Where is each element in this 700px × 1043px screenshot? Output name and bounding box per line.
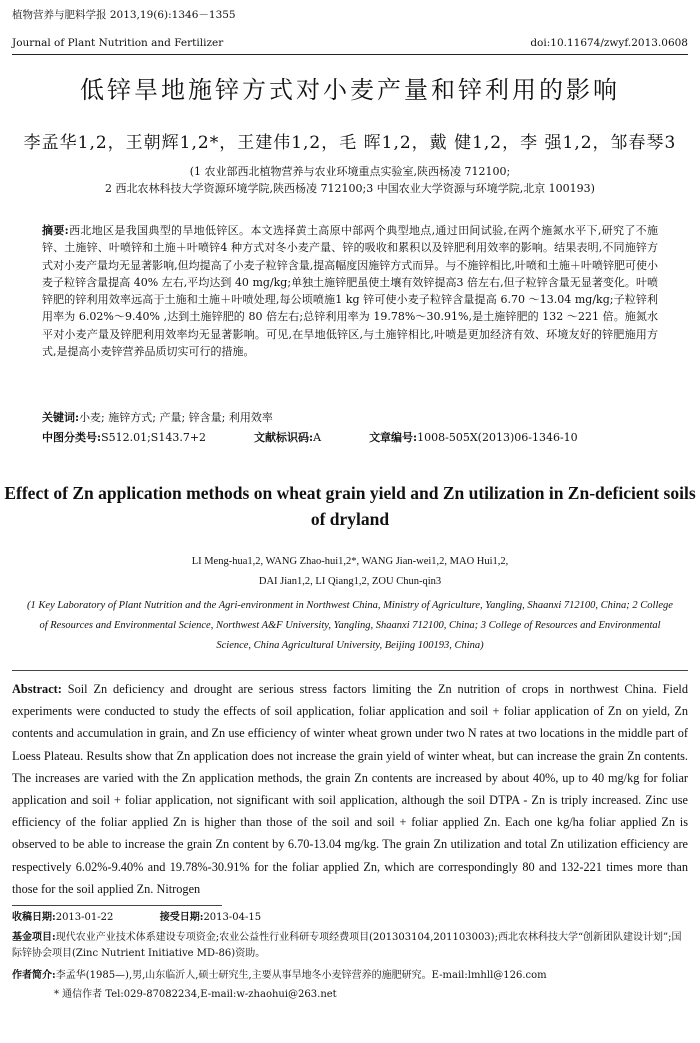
author-bio-footnote	[12, 968, 688, 984]
cn-abstract	[42, 222, 658, 360]
cn-affiliation-1: (1 农业部西北植物营养与农业环境重点实验室,陕西杨凌 712100;	[189, 165, 511, 178]
journal-header-row	[12, 36, 688, 50]
author-bio-label: 作者简介:	[12, 970, 56, 981]
cn-abstract-text: 西北地区是我国典型的旱地低锌区。本文选择黄土高原中部两个典型地点,通过田间试验,在两个施氮水平下,研究了不施锌、土施锌、叶喷锌和土施＋叶喷锌4 种方式对冬小麦产量、锌的吸收和累积以及锌肥利用效率的影响。结果表明,不同施锌方式对小麦产量均无显著影响,但均提高了小麦子粒锌含量,提高幅度因施锌方式而异。与不施锌相比,叶喷和土施＋叶喷锌肥可使小麦子粒锌含量提高 40% 左右,平均达到 40 mg/kg;单独土施锌肥虽使土壤有效锌提高3 倍左右,但子粒锌含量无显著变化。叶喷锌肥的锌利用效率远高于土施和土施＋叶喷处理,每公顷喷施1 kg 锌可使小麦子粒锌含量提高 6.70 ～13.04 mg/kg;子粒锌利用率为 6.02%～9.40% ,达到土施锌肥的 80 倍左右;总锌利用率为 19.78%～30.91%,是土施锌肥的 132 ～221 倍。施氮水平对小麦产量及锌肥利用效率均无显著影响。可见,在旱地低锌区,与土施锌相比,叶喷是更加经济有效、环境友好的锌肥施用方式,是提高小麦锌营养品质切实可行的措施。	[42, 224, 658, 359]
en-section-rule	[12, 670, 688, 671]
corresponding-footnote: * 通信作者 Tel:029-87082234,E-mail:w-zhaohui@263.net	[54, 989, 337, 1000]
en-affiliations: (1 Key Laboratory of Plant Nutrition and the Agri-environment in Northwest China, Ministry of Agriculture, Yangling, Shaanxi 712100, China; 2 College of Resources and Environmental Science, Northwest A&F University, Yangling, Shaanxi 712100, China; 3 College of Resources and Environmental Science, China Agricultural University, Beijing 100193, China)	[27, 600, 673, 651]
doc-code-value: A	[313, 431, 322, 444]
cn-keywords-label: 关键词:	[42, 411, 80, 424]
article-no-value: 1008-505X(2013)06-1346-10	[417, 431, 578, 444]
footnote-rule	[12, 905, 222, 906]
clc-value: S512.01;S143.7+2	[101, 431, 207, 444]
doc-code-label: 文献标识码:	[254, 431, 314, 444]
en-title: Effect of Zn application methods on wheat grain yield and Zn utilization in Zn-deficient soils of dryland	[4, 483, 696, 529]
clc-label: 中图分类号:	[42, 431, 102, 444]
clc-item	[42, 430, 206, 446]
header-rule	[12, 54, 688, 55]
en-abstract	[12, 678, 688, 900]
journal-name-en: Journal of Plant Nutrition and Fertilizer	[12, 37, 224, 49]
en-abstract-text: Soil Zn deficiency and drought are serious stress factors limiting the Zn nutrition of crops in northwest China. Field experiments were conducted to study the effects of soil application, foliar application and soil + foliar application of Zn on yield, Zn contents and accumulation in grain, and Zn use efficiency of winter wheat grown under two N rates at two locations in the middle part of Loess Plateau. Results show that Zn application does not increase the grain yield of winter wheat, but can increase the grain Zn contents. The increases are varied with the Zn application methods, the grain Zn contents are increased by about 40%, up to 40 mg/kg for foliar application and soil + foliar application, not significant with soil application, although the soil DTPA - Zn is triply increased. Zinc use efficiency of the foliar applied Zn is higher than those of the soil and soil + foliar applied Zn. Each one kg/ha foliar applied Zn is observed to be able to increase the grain Zn content by 6.70-13.04 mg/kg. The grain Zn utilization and total Zn utilization efficiency are respectively 6.02%-9.40% and 19.78%-30.91% for the foliar applied Zn, which are correspondingly 80 and 132-221 times more than those for the soil applied Zn. Nitrogen	[12, 682, 688, 896]
cn-affiliation-2: 2 西北农林科技大学资源环境学院,陕西杨凌 712100;3 中国农业大学资源与环境学院,北京 100193)	[105, 182, 595, 195]
en-authors-line2: DAI Jian1,2, LI Qiang1,2, ZOU Chun-qin3	[258, 576, 442, 587]
cn-keywords	[42, 410, 658, 426]
doc-code-item	[254, 430, 321, 446]
received-date: 2013-01-22	[55, 912, 114, 923]
journal-header-cn: 植物营养与肥料学报 2013,19(6):1346－1355	[12, 9, 236, 21]
cn-authors: 李孟华1,2，王朝辉1,2*，王建伟1,2，毛 晖1,2，戴 健1,2，李 强1,2，邹春琴3	[23, 133, 677, 153]
accepted-label: 接受日期:	[159, 912, 204, 923]
dates-footnote	[12, 910, 688, 926]
funding-text: 现代农业产业技术体系建设专项资金;农业公益性行业科研专项经费项目(201303104,201103003);西北农林科技大学“创新团队建设计划”;国际锌协会项目(Zinc Nutrient Initiative MD-86)资助。	[12, 932, 682, 959]
cn-classification	[42, 430, 658, 446]
accepted-date: 2013-04-15	[203, 912, 262, 923]
article-no-label: 文章编号:	[369, 431, 418, 444]
funding-label: 基金项目:	[12, 932, 56, 943]
cn-abstract-label: 摘要:	[42, 224, 69, 237]
funding-footnote	[12, 930, 688, 962]
received-label: 收稿日期:	[12, 912, 56, 923]
cn-title: 低锌旱地施锌方式对小麦产量和锌利用的影响	[80, 76, 620, 104]
article-no-item	[369, 430, 578, 446]
en-abstract-label: Abstract:	[12, 682, 62, 696]
en-authors-line1: LI Meng-hua1,2, WANG Zhao-hui1,2*, WANG Jian-wei1,2, MAO Hui1,2,	[191, 556, 509, 567]
author-bio-text: 李孟华(1985—),男,山东临沂人,硕士研究生,主要从事旱地冬小麦锌营养的施肥研究。E-mail:lmhll@126.com	[55, 970, 547, 981]
cn-keywords-text: 小麦; 施锌方式; 产量; 锌含量; 利用效率	[79, 411, 273, 424]
doi[interactable]: doi:10.11674/zwyf.2013.0608	[530, 37, 688, 49]
